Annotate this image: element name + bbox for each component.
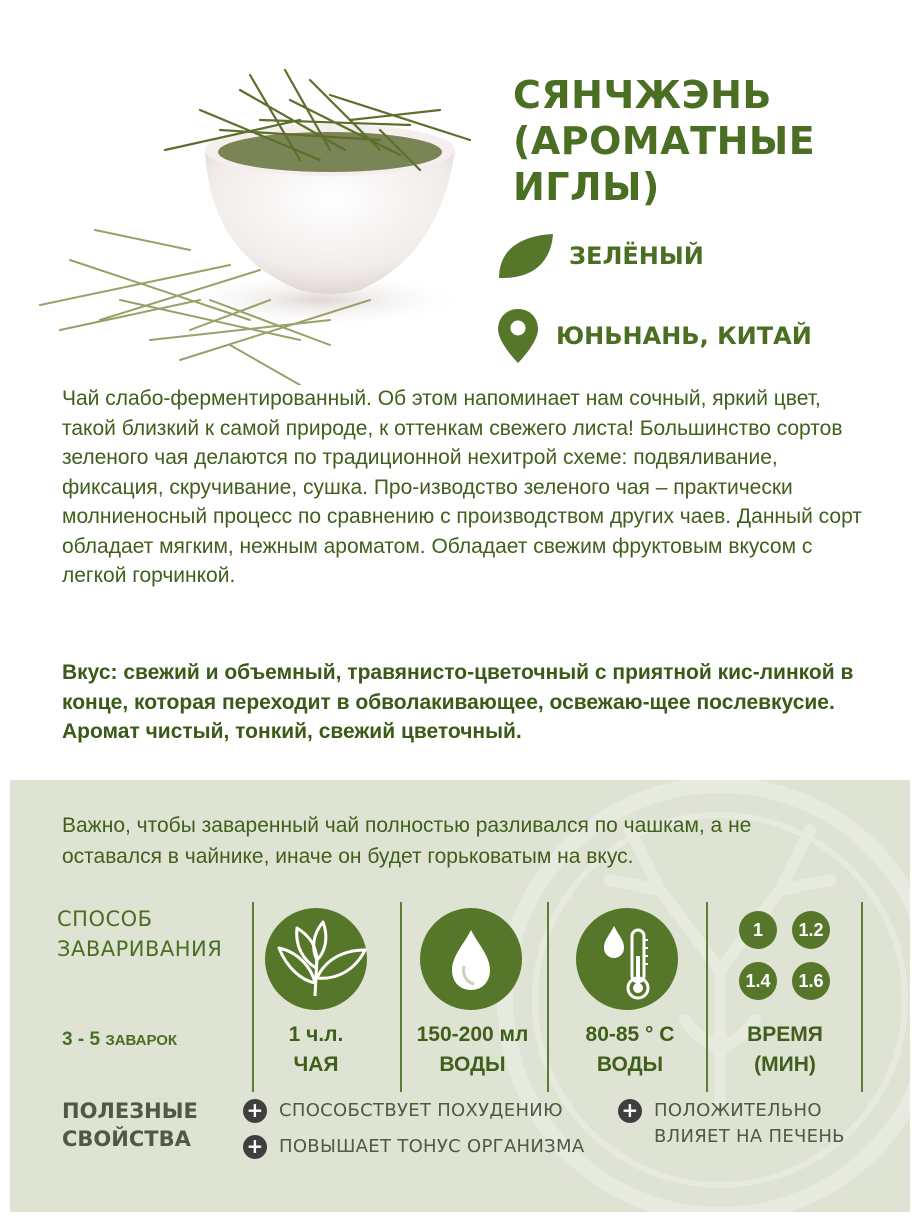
origin-label: ЮНЬНАНЬ, КИТАЙ (556, 322, 812, 350)
tea-type-label: ЗЕЛЁНЫЙ (569, 242, 704, 270)
location-pin-icon (497, 308, 539, 364)
time-label-1: ВРЕМЯ (747, 1023, 823, 1046)
water-value: 150-200 мл (416, 1023, 529, 1046)
temperature-caption (560, 1020, 700, 1080)
method-line-2: ЗАВАРИВАНИЯ (57, 937, 223, 961)
plus-icon: + (243, 1099, 267, 1123)
taste-text: Вкус: свежий и объемный, травянисто-цветочный с приятной кис-линкой в конце, которая переходит в обволакивающее, освежаю-щее послевкусие. Аромат чистый, тонкий, свежий цветочный. (62, 661, 854, 743)
brewing-note: Важно, чтобы заваренный чай полностью разливался по чашкам, а не оставался в чайнике, иначе он будет горьковатым на вкус. (62, 814, 752, 868)
water-caption (400, 1020, 545, 1080)
divider (547, 902, 549, 1092)
method-line-1: СПОСОБ (57, 907, 153, 931)
plus-icon: + (618, 1099, 642, 1123)
time-label-2: (МИН) (754, 1053, 816, 1076)
leaf-icon (497, 232, 555, 280)
brews-count-value: 3 - 5 (62, 1029, 101, 1050)
brews-count-unit: ЗАВАРОК (105, 1032, 178, 1049)
water-drop-icon (420, 908, 522, 1010)
amount-caption (256, 1020, 376, 1080)
benefits-heading-2: СВОЙСТВА (62, 1127, 191, 1151)
origin-row (497, 308, 812, 364)
product-title: СЯНЧЖЭНЬ (АРОМАТНЫЕ ИГЛЫ) (513, 73, 816, 209)
time-badge: 1.6 (792, 962, 830, 1000)
benefit-item (243, 1098, 563, 1124)
benefit-item (243, 1134, 584, 1160)
brewing-method-heading (57, 904, 222, 964)
thermometer-icon (576, 908, 678, 1010)
tea-cup-photo (0, 0, 500, 385)
water-unit: ВОДЫ (439, 1053, 506, 1076)
time-caption (720, 1020, 850, 1080)
tea-leaves-icon (265, 908, 367, 1010)
divider (861, 902, 863, 1092)
brewing-panel (10, 780, 910, 1212)
benefit-text: ПОВЫШАЕТ ТОНУС ОРГАНИЗМА (279, 1136, 585, 1157)
benefits-heading (62, 1097, 198, 1153)
plus-icon: + (243, 1135, 267, 1159)
temperature-unit: ВОДЫ (596, 1053, 664, 1076)
temperature-value: 80-85 ° С (585, 1023, 675, 1046)
benefit-item (618, 1098, 868, 1150)
benefit-text: СПОСОБСТВУЕТ ПОХУДЕНИЮ (279, 1100, 563, 1121)
time-badge: 1 (739, 911, 777, 949)
divider (706, 902, 708, 1092)
benefit-text: ПОЛОЖИТЕЛЬНО ВЛИЯЕТ НА ПЕЧЕНЬ (654, 1100, 845, 1147)
tea-type-row (497, 232, 704, 280)
time-badge: 1.2 (792, 911, 830, 949)
amount-value: 1 ч.л. (288, 1023, 344, 1046)
divider (252, 902, 254, 1092)
amount-unit: ЧАЯ (293, 1053, 339, 1076)
brews-count (62, 1029, 177, 1051)
description-text: Чай слабо-ферментированный. Об этом напоминает нам сочный, яркий цвет, такой близкий к самой природе, к оттенкам свежего листа! Большинство сортов зеленого чая делаются по традиционной нехитрой схеме: подвяливание, фиксация, скручивание, сушка. Про-изводство зеленого чая – практически молниеносный процесс по сравнению с производством других чаев. Данный сорт обладает мягким, нежным ароматом. Обладает свежим фруктовым вкусом с легкой горчинкой. (62, 387, 862, 587)
benefits-heading-1: ПОЛЕЗНЫЕ (62, 1099, 198, 1123)
time-badge: 1.4 (739, 962, 777, 1000)
